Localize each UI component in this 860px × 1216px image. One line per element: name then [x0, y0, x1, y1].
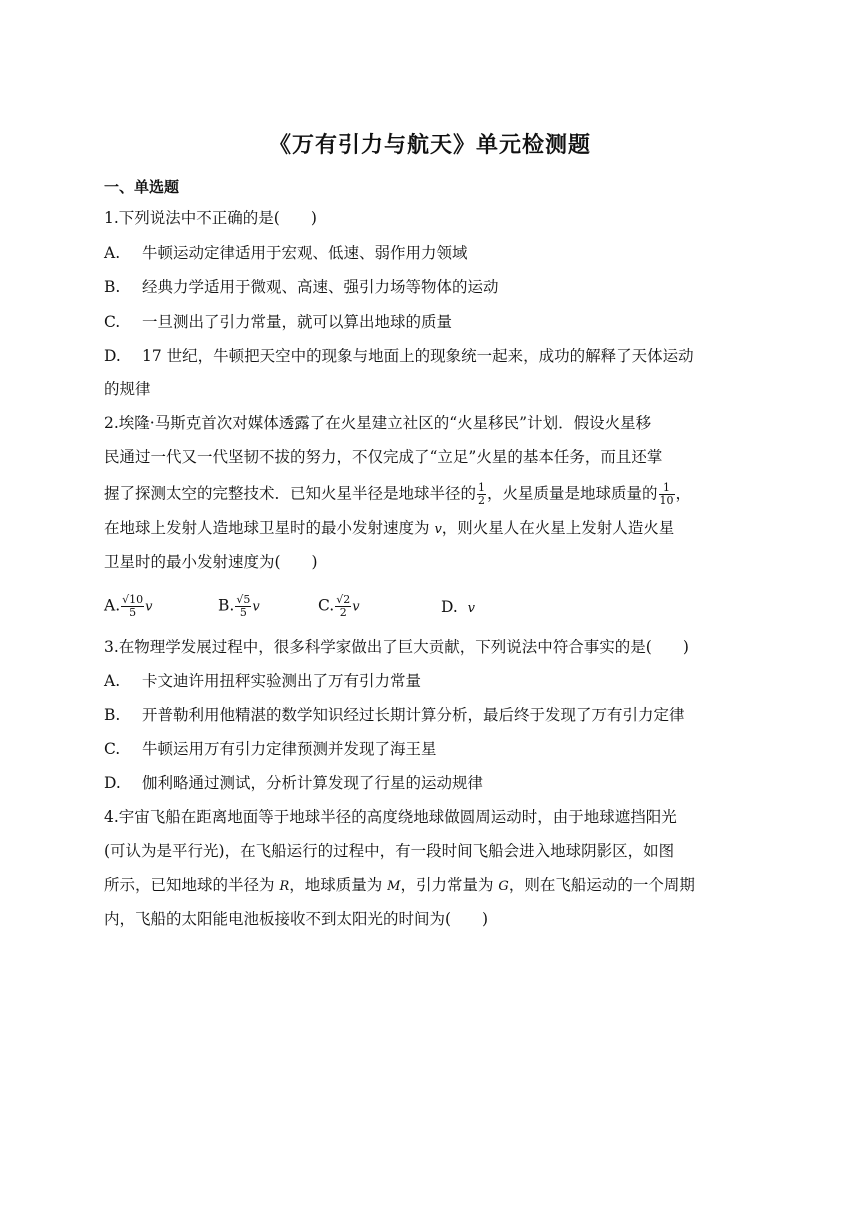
- section-heading: 一、单选题: [104, 178, 180, 196]
- option-fraction: [121, 594, 144, 619]
- option-fraction: [335, 594, 351, 619]
- variable-v: v: [352, 599, 360, 615]
- option-label: B.: [218, 596, 235, 615]
- fraction-denominator: 2: [339, 606, 347, 619]
- q2-line-3-text-c: ，: [675, 484, 692, 503]
- option-label: B.: [104, 706, 121, 724]
- option-label: B.: [104, 278, 121, 296]
- q2-option-a[interactable]: [104, 594, 153, 619]
- q2-line-3-text-a: 握了探测太空的完整技术．已知火星半径是地球半径的: [104, 484, 477, 503]
- fraction-denominator: 5: [129, 606, 137, 619]
- option-text: 牛顿运动定律适用于宏观、低速、弱作用力领域: [142, 244, 468, 262]
- fraction-denominator: 10: [659, 494, 674, 507]
- q2-line-3-text-b: ，火星质量是地球质量的: [487, 484, 658, 503]
- fraction-numerator: √10: [122, 593, 144, 606]
- option-label: A.: [104, 596, 121, 615]
- q1-option-d-continued: 的规律: [104, 380, 151, 398]
- q4-line-3-text-d: ，则在飞船运动的一个周期: [508, 876, 695, 894]
- q4-line-1: 4.宇宙飞船在距离地面等于地球半径的高度绕地球做圆周运动时，由于地球遮挡阳光: [104, 808, 677, 826]
- q2-option-c[interactable]: [318, 594, 360, 619]
- q3-option-a[interactable]: [104, 671, 421, 691]
- document-title: 《万有引力与航天》单元检测题: [268, 132, 591, 158]
- variable-m: M: [387, 879, 401, 894]
- option-label: A.: [104, 244, 121, 262]
- q1-option-d[interactable]: [104, 346, 694, 366]
- q4-line-3-text-a: 所示，已知地球的半径为: [104, 876, 280, 894]
- q4-line-3-text-c: ，引力常量为: [400, 876, 499, 894]
- option-label: C.: [104, 313, 121, 331]
- q1-option-b[interactable]: [104, 277, 499, 297]
- option-label: C.: [318, 596, 335, 615]
- fraction-denominator: 5: [239, 606, 247, 619]
- variable-g: G: [498, 879, 509, 894]
- option-label: D.: [104, 347, 121, 365]
- variable-v: v: [252, 599, 260, 615]
- q4-line-3-text-b: ，地球质量为: [289, 876, 388, 894]
- fraction-numerator: 1: [659, 482, 675, 495]
- option-label: A.: [104, 672, 121, 690]
- option-text: 卡文迪许用扭秤实验测出了万有引力常量: [142, 672, 422, 690]
- q4-line-2: (可认为是平行光)，在飞船运行的过程中，有一段时间飞船会进入地球阴影区，如图: [104, 842, 675, 860]
- q3-option-c[interactable]: [104, 739, 437, 759]
- q2-option-d[interactable]: [441, 598, 475, 616]
- q2-line-2: 民通过一代又一代坚韧不拔的努力，不仅完成了“立足”火星的基本任务，而且还掌: [104, 448, 663, 466]
- fraction-numerator: √2: [336, 593, 351, 606]
- q1-option-a[interactable]: [104, 243, 468, 263]
- q2-option-b[interactable]: [218, 594, 260, 619]
- q2-line-1: 2.埃隆·马斯克首次对媒体透露了在火星建立社区的“火星移民”计划．假设火星移: [104, 414, 652, 432]
- option-label: C.: [104, 740, 121, 758]
- q4-line-3: [104, 875, 695, 897]
- q1-stem: 1.下列说法中不正确的是( ): [104, 209, 317, 227]
- q1-option-c[interactable]: [104, 312, 452, 332]
- fraction-denominator: 2: [478, 494, 486, 507]
- fraction-mass: [659, 482, 675, 507]
- q2-line-4: [104, 518, 674, 540]
- option-label: D.: [104, 774, 121, 792]
- option-label: D.: [441, 598, 458, 616]
- q3-stem: 3.在物理学发展过程中，很多科学家做出了巨大贡献，下列说法中符合事实的是( ): [104, 638, 689, 656]
- q3-option-d[interactable]: [104, 773, 483, 793]
- option-text: 伽利略通过测试，分析计算发现了行星的运动规律: [142, 774, 484, 792]
- option-text: 牛顿运用万有引力定律预测并发现了海王星: [142, 740, 437, 758]
- q2-line-4-text-a: 在地球上发射人造地球卫星时的最小发射速度为: [104, 519, 435, 537]
- q2-line-3: [104, 482, 691, 507]
- fraction-radius: [477, 482, 486, 507]
- variable-v: v: [434, 522, 442, 537]
- q3-option-b[interactable]: [104, 705, 685, 725]
- option-text: 经典力学适用于微观、高速、强引力场等物体的运动: [142, 278, 499, 296]
- option-text: 17 世纪，牛顿把天空中的现象与地面上的现象统一起来，成功的解释了天体运动: [142, 347, 694, 365]
- fraction-numerator: 1: [478, 481, 486, 494]
- q2-line-4-text-b: ，则火星人在火星上发射人造火星: [441, 519, 675, 537]
- q2-line-5: 卫星时的最小发射速度为( ): [104, 553, 318, 571]
- option-text: 一旦测出了引力常量，就可以算出地球的质量: [142, 313, 453, 331]
- option-text: 开普勒利用他精湛的数学知识经过长期计算分析，最后终于发现了万有引力定律: [142, 706, 685, 724]
- fraction-numerator: √5: [236, 593, 251, 606]
- variable-v: v: [145, 599, 153, 615]
- q4-line-4: 内，飞船的太阳能电池板接收不到太阳光的时间为( ): [104, 910, 489, 928]
- variable-r: R: [279, 879, 290, 894]
- variable-v: v: [467, 601, 476, 616]
- option-fraction: [235, 594, 251, 619]
